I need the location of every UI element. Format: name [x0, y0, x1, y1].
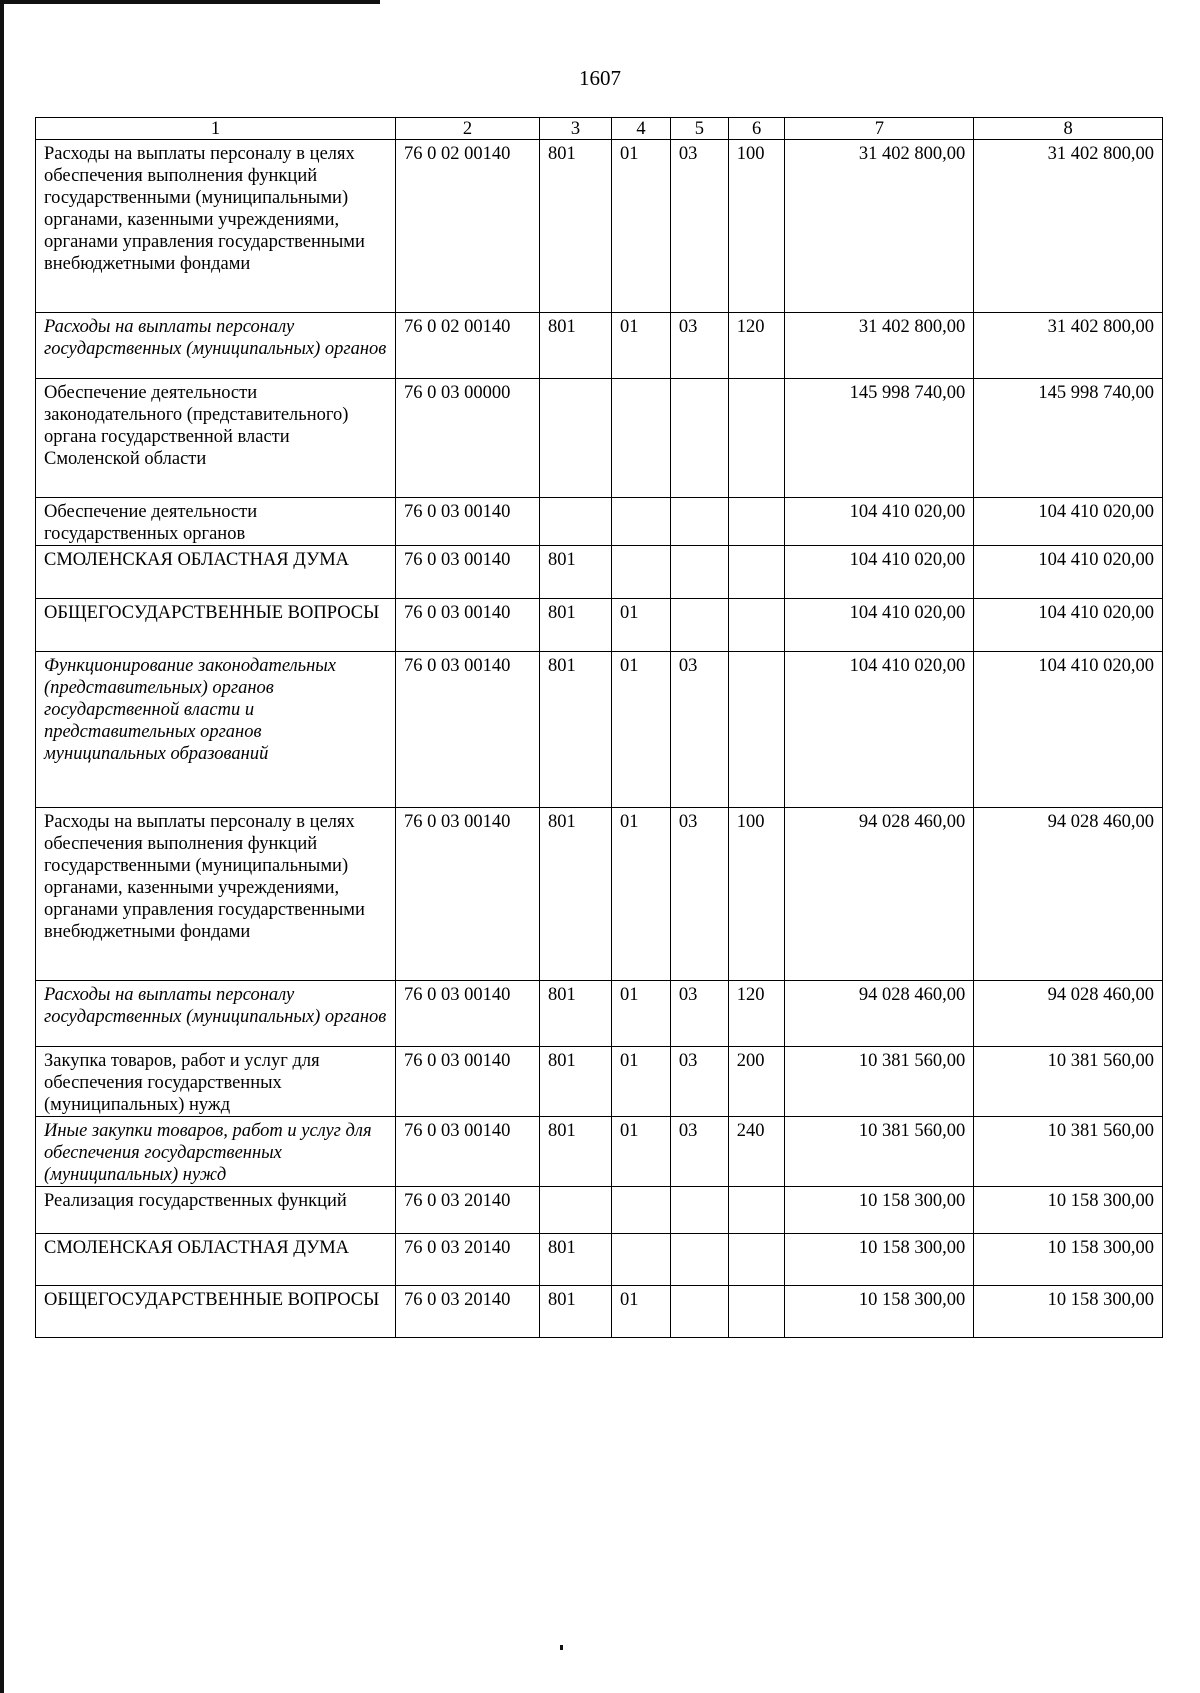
subsection-code: 03	[670, 313, 728, 379]
row-description: Расходы на выплаты персоналу государственных (муниципальных) органов	[36, 313, 396, 379]
column-header: 8	[974, 118, 1163, 140]
table-row	[36, 1234, 1163, 1286]
row-description: Функционирование законодательных (представительных) органов государственной власти и представительных органов муниципальных образований	[36, 652, 396, 808]
table-header-row	[36, 118, 1163, 140]
amount-year-1: 10 158 300,00	[785, 1286, 974, 1338]
row-description: СМОЛЕНСКАЯ ОБЛАСТНАЯ ДУМА	[36, 1234, 396, 1286]
amount-year-2: 10 158 300,00	[974, 1234, 1163, 1286]
expense-type-code	[728, 1187, 785, 1234]
target-article-code: 76 0 03 00140	[396, 652, 540, 808]
table-row	[36, 379, 1163, 498]
amount-year-1: 10 158 300,00	[785, 1234, 974, 1286]
subsection-code	[670, 1234, 728, 1286]
column-header: 7	[785, 118, 974, 140]
row-description: Закупка товаров, работ и услуг для обеспечения государственных (муниципальных) нужд	[36, 1047, 396, 1117]
amount-year-1: 104 410 020,00	[785, 498, 974, 546]
section-code: 01	[612, 313, 671, 379]
amount-year-2: 145 998 740,00	[974, 379, 1163, 498]
section-code: 01	[612, 1117, 671, 1187]
expense-type-code	[728, 379, 785, 498]
table-row	[36, 981, 1163, 1047]
amount-year-1: 10 158 300,00	[785, 1187, 974, 1234]
expense-type-code: 120	[728, 981, 785, 1047]
row-description: ОБЩЕГОСУДАРСТВЕННЫЕ ВОПРОСЫ	[36, 599, 396, 652]
target-article-code: 76 0 03 00140	[396, 1117, 540, 1187]
row-description: ОБЩЕГОСУДАРСТВЕННЫЕ ВОПРОСЫ	[36, 1286, 396, 1338]
expense-type-code	[728, 498, 785, 546]
subsection-code: 03	[670, 808, 728, 981]
expense-type-code	[728, 652, 785, 808]
column-header: 6	[728, 118, 785, 140]
subsection-code	[670, 1187, 728, 1234]
amount-year-2: 94 028 460,00	[974, 808, 1163, 981]
column-header: 4	[612, 118, 671, 140]
subsection-code	[670, 498, 728, 546]
amount-year-2: 10 381 560,00	[974, 1117, 1163, 1187]
table-row	[36, 498, 1163, 546]
page-number: 1607	[579, 66, 621, 90]
expense-type-code	[728, 1286, 785, 1338]
expense-type-code	[728, 1234, 785, 1286]
ministry-code: 801	[540, 981, 612, 1047]
target-article-code: 76 0 03 00140	[396, 546, 540, 599]
column-header: 1	[36, 118, 396, 140]
subsection-code	[670, 379, 728, 498]
row-description: Иные закупки товаров, работ и услуг для обеспечения государственных (муниципальных) нужд	[36, 1117, 396, 1187]
table-row	[36, 1187, 1163, 1234]
amount-year-1: 104 410 020,00	[785, 546, 974, 599]
table-row	[36, 1117, 1163, 1187]
expense-type-code	[728, 599, 785, 652]
expense-type-code: 100	[728, 808, 785, 981]
row-description: СМОЛЕНСКАЯ ОБЛАСТНАЯ ДУМА	[36, 546, 396, 599]
expense-type-code	[728, 546, 785, 599]
target-article-code: 76 0 02 00140	[396, 140, 540, 313]
row-description: Обеспечение деятельности законодательного (представительного) органа государственной власти Смоленской области	[36, 379, 396, 498]
column-header: 2	[396, 118, 540, 140]
section-code	[612, 379, 671, 498]
amount-year-2: 104 410 020,00	[974, 652, 1163, 808]
row-description: Расходы на выплаты персоналу в целях обеспечения выполнения функций государственными (муниципальными) органами, казенными учреждениями, органами управления государственными внебюджетными фондами	[36, 808, 396, 981]
target-article-code: 76 0 03 00140	[396, 1047, 540, 1117]
target-article-code: 76 0 03 20140	[396, 1187, 540, 1234]
amount-year-2: 10 158 300,00	[974, 1286, 1163, 1338]
budget-table	[35, 117, 1163, 1338]
ministry-code	[540, 379, 612, 498]
subsection-code: 03	[670, 140, 728, 313]
subsection-code	[670, 1286, 728, 1338]
ministry-code: 801	[540, 599, 612, 652]
row-description: Обеспечение деятельности государственных органов	[36, 498, 396, 546]
table-row	[36, 808, 1163, 981]
row-description: Расходы на выплаты персоналу государственных (муниципальных) органов	[36, 981, 396, 1047]
ministry-code: 801	[540, 1047, 612, 1117]
subsection-code: 03	[670, 1117, 728, 1187]
expense-type-code: 240	[728, 1117, 785, 1187]
scan-speck	[560, 1645, 563, 1650]
target-article-code: 76 0 03 00140	[396, 498, 540, 546]
row-description: Расходы на выплаты персоналу в целях обеспечения выполнения функций государственными (муниципальными) органами, казенными учреждениями, органами управления государственными внебюджетными фондами	[36, 140, 396, 313]
table-row	[36, 599, 1163, 652]
section-code: 01	[612, 981, 671, 1047]
amount-year-1: 10 381 560,00	[785, 1117, 974, 1187]
target-article-code: 76 0 03 00140	[396, 808, 540, 981]
ministry-code: 801	[540, 1117, 612, 1187]
table-row	[36, 1047, 1163, 1117]
target-article-code: 76 0 03 00140	[396, 599, 540, 652]
section-code	[612, 1187, 671, 1234]
table-row	[36, 546, 1163, 599]
amount-year-1: 31 402 800,00	[785, 313, 974, 379]
section-code: 01	[612, 599, 671, 652]
target-article-code: 76 0 03 00000	[396, 379, 540, 498]
scan-edge-top	[0, 0, 380, 4]
ministry-code: 801	[540, 1234, 612, 1286]
ministry-code	[540, 1187, 612, 1234]
column-header: 5	[670, 118, 728, 140]
section-code: 01	[612, 140, 671, 313]
ministry-code: 801	[540, 652, 612, 808]
scan-edge-left	[0, 0, 4, 1693]
amount-year-2: 104 410 020,00	[974, 546, 1163, 599]
amount-year-1: 94 028 460,00	[785, 981, 974, 1047]
column-header: 3	[540, 118, 612, 140]
expense-type-code: 200	[728, 1047, 785, 1117]
target-article-code: 76 0 03 00140	[396, 981, 540, 1047]
amount-year-2: 31 402 800,00	[974, 140, 1163, 313]
expense-type-code: 120	[728, 313, 785, 379]
amount-year-1: 94 028 460,00	[785, 808, 974, 981]
ministry-code	[540, 498, 612, 546]
ministry-code: 801	[540, 140, 612, 313]
ministry-code: 801	[540, 313, 612, 379]
row-description: Реализация государственных функций	[36, 1187, 396, 1234]
amount-year-2: 10 381 560,00	[974, 1047, 1163, 1117]
table-row	[36, 1286, 1163, 1338]
target-article-code: 76 0 03 20140	[396, 1286, 540, 1338]
amount-year-1: 10 381 560,00	[785, 1047, 974, 1117]
amount-year-1: 31 402 800,00	[785, 140, 974, 313]
table-row	[36, 652, 1163, 808]
amount-year-1: 104 410 020,00	[785, 652, 974, 808]
subsection-code: 03	[670, 652, 728, 808]
ministry-code: 801	[540, 808, 612, 981]
amount-year-2: 104 410 020,00	[974, 498, 1163, 546]
amount-year-1: 104 410 020,00	[785, 599, 974, 652]
table-body	[36, 140, 1163, 1338]
section-code: 01	[612, 808, 671, 981]
subsection-code: 03	[670, 1047, 728, 1117]
expense-type-code: 100	[728, 140, 785, 313]
target-article-code: 76 0 02 00140	[396, 313, 540, 379]
amount-year-2: 104 410 020,00	[974, 599, 1163, 652]
amount-year-2: 31 402 800,00	[974, 313, 1163, 379]
subsection-code	[670, 546, 728, 599]
amount-year-1: 145 998 740,00	[785, 379, 974, 498]
section-code: 01	[612, 652, 671, 808]
subsection-code: 03	[670, 981, 728, 1047]
table-row	[36, 140, 1163, 313]
target-article-code: 76 0 03 20140	[396, 1234, 540, 1286]
amount-year-2: 10 158 300,00	[974, 1187, 1163, 1234]
section-code: 01	[612, 1286, 671, 1338]
section-code	[612, 546, 671, 599]
table-row	[36, 313, 1163, 379]
section-code	[612, 498, 671, 546]
amount-year-2: 94 028 460,00	[974, 981, 1163, 1047]
ministry-code: 801	[540, 546, 612, 599]
subsection-code	[670, 599, 728, 652]
section-code	[612, 1234, 671, 1286]
section-code: 01	[612, 1047, 671, 1117]
ministry-code: 801	[540, 1286, 612, 1338]
